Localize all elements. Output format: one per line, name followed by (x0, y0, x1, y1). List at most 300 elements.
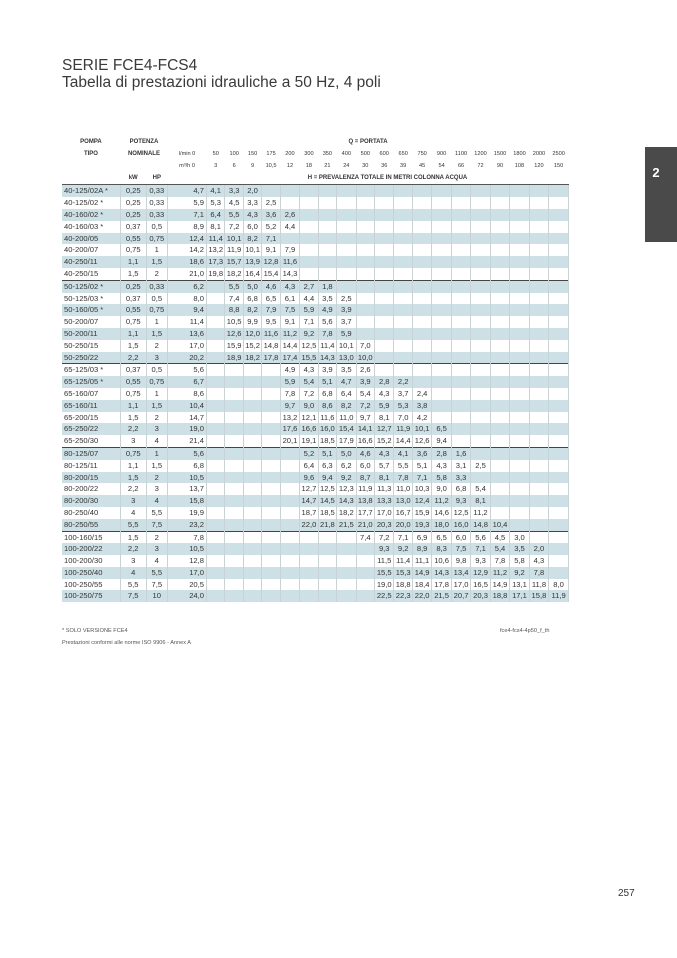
head-cell (356, 256, 374, 268)
head-cell (529, 364, 548, 376)
head-cell (262, 185, 280, 197)
head-cell (225, 507, 243, 519)
head-cell (412, 256, 431, 268)
head-cell: 3,7 (337, 316, 356, 328)
head-cell: 5,9 (168, 197, 207, 209)
head-cell: 8,2 (243, 304, 261, 316)
head-cell (394, 268, 412, 280)
head-cell (549, 328, 569, 340)
head-cell: 6,0 (243, 221, 261, 233)
head-cell: 3,5 (510, 543, 529, 555)
hp-cell: 4 (146, 495, 168, 507)
flow-m3h-header: 120 (529, 161, 548, 173)
head-cell (243, 447, 261, 459)
head-cell: 5,1 (318, 447, 336, 459)
head-cell (300, 244, 318, 256)
head-cell (451, 388, 470, 400)
head-cell (280, 233, 299, 245)
head-cell: 20,7 (451, 590, 470, 602)
hp-cell: 5,5 (146, 567, 168, 579)
hp-cell: 0,75 (146, 304, 168, 316)
pump-type-cell: 80-125/07 (62, 447, 120, 459)
head-cell: 8,9 (168, 221, 207, 233)
table-row (62, 352, 569, 364)
head-cell: 11,4 (318, 340, 336, 352)
head-cell: 4,3 (300, 364, 318, 376)
head-cell (412, 244, 431, 256)
head-cell: 6,8 (243, 293, 261, 305)
table-row (62, 376, 569, 388)
head-cell: 12,1 (301, 412, 317, 422)
head-cell (510, 460, 529, 472)
head-cell (394, 197, 412, 209)
head-cell (412, 221, 431, 233)
head-cell: 11,9 (394, 423, 412, 435)
head-cell (206, 316, 224, 328)
head-cell: 22,0 (300, 519, 318, 531)
head-cell: 13,4 (451, 567, 470, 579)
kw-cell: 0,75 (120, 316, 146, 328)
flow-m3h-header: 12 (280, 161, 299, 173)
head-cell (300, 197, 318, 209)
kw-cell: 1,5 (120, 340, 146, 352)
head-cell (225, 423, 243, 435)
head-cell (451, 233, 470, 245)
head-cell (510, 519, 529, 531)
head-cell (374, 256, 393, 268)
head-cell: 5,0 (337, 447, 356, 459)
head-cell (451, 364, 470, 376)
head-cell (318, 555, 336, 567)
head-cell (432, 328, 451, 340)
head-cell: 15,9 (226, 340, 242, 350)
head-cell (394, 256, 412, 268)
pump-type-cell: 50-250/22 (62, 352, 120, 364)
head-cell (337, 590, 356, 602)
head-cell: 11,1 (412, 555, 431, 567)
flow-m3h-header: 45 (412, 161, 431, 173)
head-cell (262, 412, 280, 424)
head-cell (432, 197, 451, 209)
head-cell (280, 185, 299, 197)
kw-cell: 3 (120, 495, 146, 507)
head-cell (262, 364, 280, 376)
head-cell (490, 304, 509, 316)
head-cell (510, 376, 529, 388)
head-cell (451, 268, 470, 280)
head-cell (206, 483, 224, 495)
pump-type-cell: 65-250/22 (62, 423, 120, 435)
head-cell (243, 543, 261, 555)
head-cell (243, 400, 261, 412)
head-cell: 21,4 (168, 435, 207, 447)
page-title (62, 57, 381, 91)
pump-type-cell: 80-125/11 (62, 460, 120, 472)
head-cell (549, 531, 569, 543)
head-cell (529, 197, 548, 209)
head-cell (337, 280, 356, 292)
head-cell (490, 221, 509, 233)
head-cell: 14,3 (432, 567, 451, 579)
head-cell: 10,5 (168, 472, 207, 484)
head-cell: 11,8 (529, 579, 548, 591)
head-cell: 22,5 (374, 590, 393, 602)
kw-cell: 1,5 (120, 268, 146, 280)
head-cell (337, 197, 356, 209)
head-cell (243, 495, 261, 507)
head-cell: 7,9 (262, 304, 280, 316)
head-cell (262, 400, 280, 412)
head-cell: 5,4 (471, 483, 490, 495)
head-cell: 8,1 (374, 472, 393, 484)
head-cell: 7,1 (262, 233, 280, 245)
head-cell (206, 280, 224, 292)
head-cell (471, 376, 490, 388)
head-cell (374, 233, 393, 245)
head-cell: 17,9 (337, 435, 356, 447)
head-cell: 3,6 (412, 447, 431, 459)
head-cell: 7,8 (529, 567, 548, 579)
head-cell (206, 579, 224, 591)
head-cell (471, 293, 490, 305)
head-cell: 14,5 (319, 496, 335, 506)
head-cell (374, 293, 393, 305)
flow-lmin-header: 1200 (471, 149, 490, 161)
hp-cell: 1 (146, 244, 168, 256)
head-cell (529, 423, 548, 435)
head-cell (262, 423, 280, 435)
head-cell: 17,8 (262, 352, 280, 364)
pump-type-cell: 65-160/07 (62, 388, 120, 400)
head-cell (549, 519, 569, 531)
head-cell (318, 209, 336, 221)
head-cell: 4,3 (374, 447, 393, 459)
head-cell (549, 221, 569, 233)
head-cell (490, 316, 509, 328)
chapter-number: 2 (652, 165, 660, 180)
head-cell: 15,8 (168, 495, 207, 507)
head-cell (510, 507, 529, 519)
head-cell (529, 531, 548, 543)
head-cell (243, 460, 261, 472)
head-cell (356, 293, 374, 305)
head-cell (318, 567, 336, 579)
hp-cell: 4 (146, 435, 168, 447)
head-cell (280, 507, 299, 519)
kw-cell: 0,75 (120, 388, 146, 400)
head-cell (374, 280, 393, 292)
head-cell: 18,2 (225, 268, 243, 280)
kw-cell: 0,75 (120, 447, 146, 459)
head-cell (451, 221, 470, 233)
head-cell (412, 280, 431, 292)
head-cell (280, 579, 299, 591)
pump-type-cell: 65-200/15 (62, 412, 120, 424)
head-cell (490, 376, 509, 388)
head-cell: 9,2 (300, 328, 318, 340)
pump-type-cell: 65-250/30 (62, 435, 120, 447)
head-cell (356, 555, 374, 567)
head-cell: 7,0 (394, 412, 412, 424)
flow-lmin-header: 300 (300, 149, 318, 161)
flow-m3h-header: 3 (206, 161, 224, 173)
head-cell (451, 423, 470, 435)
table-row (62, 340, 569, 352)
head-cell: 1,6 (451, 447, 470, 459)
head-cell (529, 507, 548, 519)
head-cell: 17,7 (357, 507, 373, 517)
head-cell (300, 590, 318, 602)
head-cell (356, 543, 374, 555)
head-cell (374, 340, 393, 352)
head-cell (225, 376, 243, 388)
head-cell (394, 209, 412, 221)
head-cell (225, 543, 243, 555)
head-cell (225, 364, 243, 376)
head-cell (412, 304, 431, 316)
head-cell (374, 304, 393, 316)
head-cell: 20,3 (471, 590, 490, 602)
head-cell (300, 185, 318, 197)
head-cell (549, 185, 569, 197)
head-cell: 13,0 (337, 352, 356, 364)
tipo-header: TIPO (62, 149, 120, 161)
head-cell (432, 244, 451, 256)
flow-lmin-header: 400 (337, 149, 356, 161)
q-portata-header: Q = PORTATA (168, 137, 569, 149)
hp-cell: 2 (146, 472, 168, 484)
head-cell (490, 483, 509, 495)
head-cell (337, 233, 356, 245)
head-cell: 9,1 (280, 316, 299, 328)
flow-lmin-header: 1500 (490, 149, 509, 161)
head-cell (549, 352, 569, 364)
flow-m3h-header: 10,5 (262, 161, 280, 173)
head-cell (490, 268, 509, 280)
head-cell (510, 423, 529, 435)
flow-m3h-header: 108 (510, 161, 529, 173)
head-cell (318, 256, 336, 268)
kw-cell: 0,25 (120, 209, 146, 221)
head-cell: 6,8 (318, 388, 336, 400)
pump-type-cell: 40-125/02A * (62, 185, 120, 197)
head-cell: 13,8 (357, 496, 373, 506)
head-cell (510, 185, 529, 197)
head-cell: 8,3 (432, 543, 451, 555)
head-cell (510, 209, 529, 221)
head-cell (280, 543, 299, 555)
head-cell: 8,0 (168, 293, 207, 305)
head-cell (549, 340, 569, 352)
head-cell: 4,1 (206, 185, 224, 197)
head-cell (451, 316, 470, 328)
head-cell: 5,8 (432, 472, 451, 484)
hp-cell: 10 (146, 590, 168, 602)
hp-cell: 2 (146, 412, 168, 424)
table-row (62, 388, 569, 400)
head-cell (394, 328, 412, 340)
head-cell: 13,2 (208, 245, 224, 255)
head-cell: 14,3 (337, 495, 356, 507)
head-cell (549, 495, 569, 507)
head-cell (374, 244, 393, 256)
head-cell (510, 435, 529, 447)
head-cell (490, 447, 509, 459)
head-cell: 11,4 (394, 555, 412, 567)
head-cell (432, 412, 451, 424)
kw-cell: 2,2 (120, 352, 146, 364)
head-cell: 16,7 (395, 507, 411, 517)
head-cell (262, 543, 280, 555)
head-cell (432, 221, 451, 233)
head-cell: 4,3 (529, 555, 548, 567)
head-cell (471, 412, 490, 424)
head-cell (451, 256, 470, 268)
head-cell (394, 221, 412, 233)
head-cell: 15,3 (395, 567, 411, 577)
head-cell (394, 340, 412, 352)
head-cell (549, 197, 569, 209)
norms-note: Prestazioni conformi alle norme ISO 9906 - Annex A (62, 640, 192, 646)
head-cell: 5,5 (225, 280, 243, 292)
head-cell: 4,3 (243, 209, 261, 221)
head-cell (225, 519, 243, 531)
pump-type-cell: 50-125/03 * (62, 293, 120, 305)
head-cell: 9,0 (300, 400, 318, 412)
head-cell (549, 435, 569, 447)
head-cell (280, 197, 299, 209)
series-title: SERIE FCE4-FCS4 (62, 57, 198, 74)
head-cell: 9,7 (280, 400, 299, 412)
head-cell (529, 412, 548, 424)
head-cell: 14,4 (280, 340, 299, 352)
head-cell (374, 328, 393, 340)
head-cell (432, 268, 451, 280)
head-cell (318, 185, 336, 197)
head-cell (471, 185, 490, 197)
head-cell (374, 352, 393, 364)
footnote: * SOLO VERSIONE FCE4 (62, 628, 128, 634)
kw-cell: 0,55 (120, 304, 146, 316)
head-cell (262, 507, 280, 519)
head-cell (337, 256, 356, 268)
head-cell: 7,2 (225, 221, 243, 233)
head-cell: 4,5 (490, 531, 509, 543)
table-row (62, 256, 569, 268)
table-row (62, 364, 569, 376)
head-cell (510, 268, 529, 280)
head-cell (206, 364, 224, 376)
head-cell: 14,8 (263, 340, 279, 350)
hp-cell: 1,5 (146, 400, 168, 412)
head-cell (510, 233, 529, 245)
pump-type-cell: 80-200/22 (62, 483, 120, 495)
file-reference: fce4-fcs4-4p50_f_th (500, 628, 550, 634)
table-row (62, 495, 569, 507)
table-row (62, 435, 569, 447)
head-cell: 9,3 (471, 555, 490, 567)
head-cell: 11,5 (374, 555, 393, 567)
head-cell (529, 460, 548, 472)
head-cell (510, 256, 529, 268)
head-cell (529, 233, 548, 245)
chapter-tab (645, 147, 677, 242)
head-cell (374, 209, 393, 221)
head-cell: 16,4 (243, 268, 261, 280)
head-cell (549, 507, 569, 519)
head-cell: 14,7 (168, 412, 207, 424)
table-row (62, 483, 569, 495)
hp-cell: 1,5 (146, 256, 168, 268)
hp-cell: 0,5 (146, 293, 168, 305)
head-cell: 6,5 (432, 531, 451, 543)
head-cell: 10,6 (432, 555, 451, 567)
head-cell (451, 293, 470, 305)
head-cell: 11,6 (280, 256, 299, 268)
head-cell: 14,3 (280, 268, 299, 280)
head-cell: 17,8 (432, 579, 451, 591)
head-cell (529, 293, 548, 305)
head-cell (549, 256, 569, 268)
head-cell (490, 185, 509, 197)
head-cell: 7,9 (280, 244, 299, 256)
head-cell: 11,0 (337, 412, 356, 424)
hp-cell: 3 (146, 423, 168, 435)
kw-cell: 0,25 (120, 185, 146, 197)
head-cell: 11,2 (490, 567, 509, 579)
head-cell (471, 400, 490, 412)
head-cell (471, 352, 490, 364)
table-row (62, 233, 569, 245)
head-cell (356, 567, 374, 579)
table-row (62, 579, 569, 591)
flow-lmin-header: 2500 (549, 149, 569, 161)
head-cell (262, 376, 280, 388)
table-row (62, 280, 569, 292)
head-cell: 17,0 (451, 579, 470, 591)
head-cell (451, 280, 470, 292)
head-cell: 12,4 (412, 495, 431, 507)
head-cell (206, 293, 224, 305)
head-cell (432, 304, 451, 316)
head-cell: 4,6 (356, 447, 374, 459)
kw-cell: 1,1 (120, 400, 146, 412)
pump-type-cell: 80-200/30 (62, 495, 120, 507)
head-cell (337, 543, 356, 555)
flow-lmin-header: 900 (432, 149, 451, 161)
head-cell: 8,9 (412, 543, 431, 555)
table-row (62, 209, 569, 221)
head-cell: 18,9 (225, 352, 243, 364)
head-cell: 10,1 (337, 340, 356, 352)
head-cell (337, 185, 356, 197)
head-cell: 13,3 (374, 495, 393, 507)
head-cell (300, 233, 318, 245)
head-cell (206, 435, 224, 447)
head-cell (206, 447, 224, 459)
head-cell (490, 280, 509, 292)
head-cell (206, 519, 224, 531)
head-cell: 11,6 (262, 328, 280, 340)
head-cell (412, 233, 431, 245)
kw-cell: 0,75 (120, 244, 146, 256)
pump-type-cell: 40-250/11 (62, 256, 120, 268)
pump-type-cell: 50-250/15 (62, 340, 120, 352)
head-cell (471, 328, 490, 340)
head-cell (356, 579, 374, 591)
head-cell (529, 388, 548, 400)
head-cell (471, 388, 490, 400)
